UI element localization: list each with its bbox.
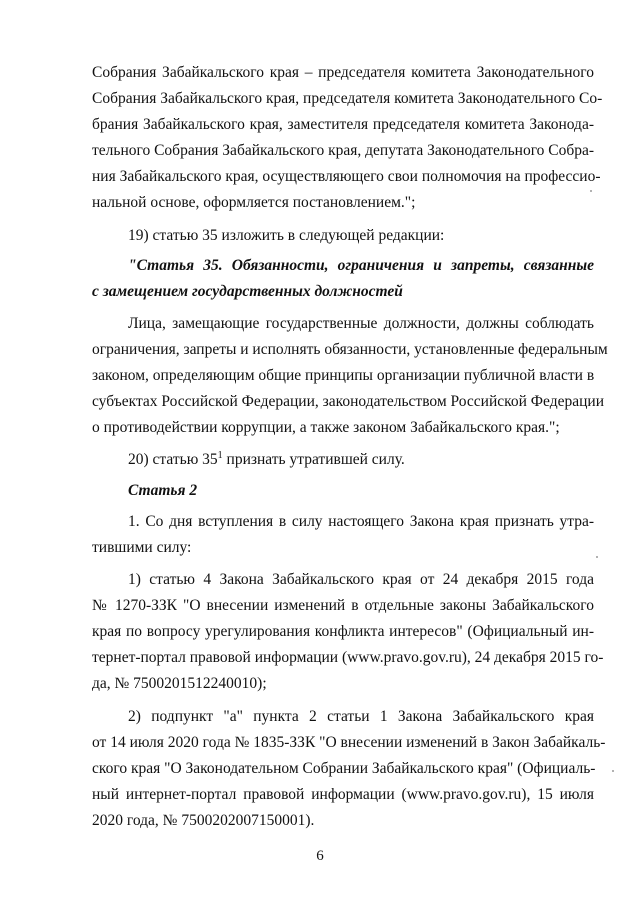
text-line: 2020 года, № 7500202007150001). bbox=[92, 812, 315, 829]
text-line: да, № 7500201512240010); bbox=[92, 675, 267, 692]
paragraph-continuation bbox=[92, 60, 603, 216]
text-line: от 14 июля 2020 года № 1835-ЗЗК "О внесении изменений в Закон Забайкаль- bbox=[92, 734, 606, 751]
text-line: Лица, замещающие государственные должности, должны соблюдать bbox=[128, 315, 594, 332]
text-line: ный интернет-портал правовой информации (www.pravo.gov.ru), 15 июля bbox=[92, 786, 594, 803]
subitem-2 bbox=[92, 704, 606, 834]
item-20-superscript: 1 bbox=[217, 450, 223, 461]
item-19 bbox=[92, 223, 594, 249]
heading-line: Статья 2 bbox=[128, 482, 198, 499]
scan-speck bbox=[612, 770, 614, 772]
text-line: 2) подпункт "а" пункта 2 статьи 1 Закона Забайкальского края bbox=[128, 708, 594, 725]
article-2-heading bbox=[92, 478, 594, 504]
text-line: брания Забайкальского края, заместителя председателя комитета Законода- bbox=[92, 116, 594, 133]
text-line: края по вопросу урегулирования конфликта интересов" (Официальный ин- bbox=[92, 623, 594, 640]
item-20 bbox=[92, 447, 594, 473]
article-35-body bbox=[92, 311, 608, 441]
text-line: Собрания Забайкальского края – председателя комитета Законодательного bbox=[92, 64, 594, 81]
text-line: 1) статью 4 Закона Забайкальского края от 24 декабря 2015 года bbox=[128, 571, 594, 588]
item-20-text-end: признать утратившей силу. bbox=[222, 451, 405, 468]
scan-speck bbox=[590, 190, 592, 192]
text-line: Собрания Забайкальского края, председателя комитета Законодательного Со- bbox=[92, 90, 603, 107]
text-line: № 1270-ЗЗК "О внесении изменений в отдельные законы Забайкальского bbox=[92, 597, 594, 614]
text-line: тившими силу: bbox=[92, 539, 192, 556]
page-number: 6 bbox=[316, 848, 324, 864]
text-line: о противодействии коррупции, а также законом Забайкальского края."; bbox=[92, 419, 560, 436]
heading-line: "Статья 35. Обязанности, ограничения и запреты, связанные bbox=[128, 257, 594, 274]
text-line: ния Забайкальского края, осуществляющего свои полномочия на профессио- bbox=[92, 168, 601, 185]
text-line: 19) статью 35 изложить в следующей редакции: bbox=[128, 227, 445, 244]
heading-line: с замещением государственных должностей bbox=[92, 283, 403, 300]
text-line: законом, определяющим общие принципы организации публичной власти в bbox=[92, 367, 595, 384]
scan-speck bbox=[596, 556, 598, 558]
text-line: 1. Со дня вступления в силу настоящего Закона края признать утра- bbox=[128, 513, 594, 530]
clause-1 bbox=[92, 509, 594, 561]
text-line bbox=[92, 447, 594, 473]
subitem-1 bbox=[92, 567, 604, 697]
item-20-text: 20) статью 35 bbox=[128, 451, 218, 468]
text-line: ограничения, запреты и исполнять обязанности, установленные федеральным bbox=[92, 341, 608, 358]
text-line: ского края "О Законодательном Собрании Забайкальского края" (Официаль- bbox=[92, 760, 596, 777]
text-line: тельного Собрания Забайкальского края, депутата Законодательного Собра- bbox=[92, 142, 595, 159]
text-line: тернет-портал правовой информации (www.pravo.gov.ru), 24 декабря 2015 го- bbox=[92, 649, 604, 666]
article-35-heading bbox=[92, 253, 594, 305]
text-line: субъектах Российской Федерации, законодательством Российской Федерации bbox=[92, 393, 605, 410]
text-line: нальной основе, оформляется постановлением."; bbox=[92, 194, 416, 211]
